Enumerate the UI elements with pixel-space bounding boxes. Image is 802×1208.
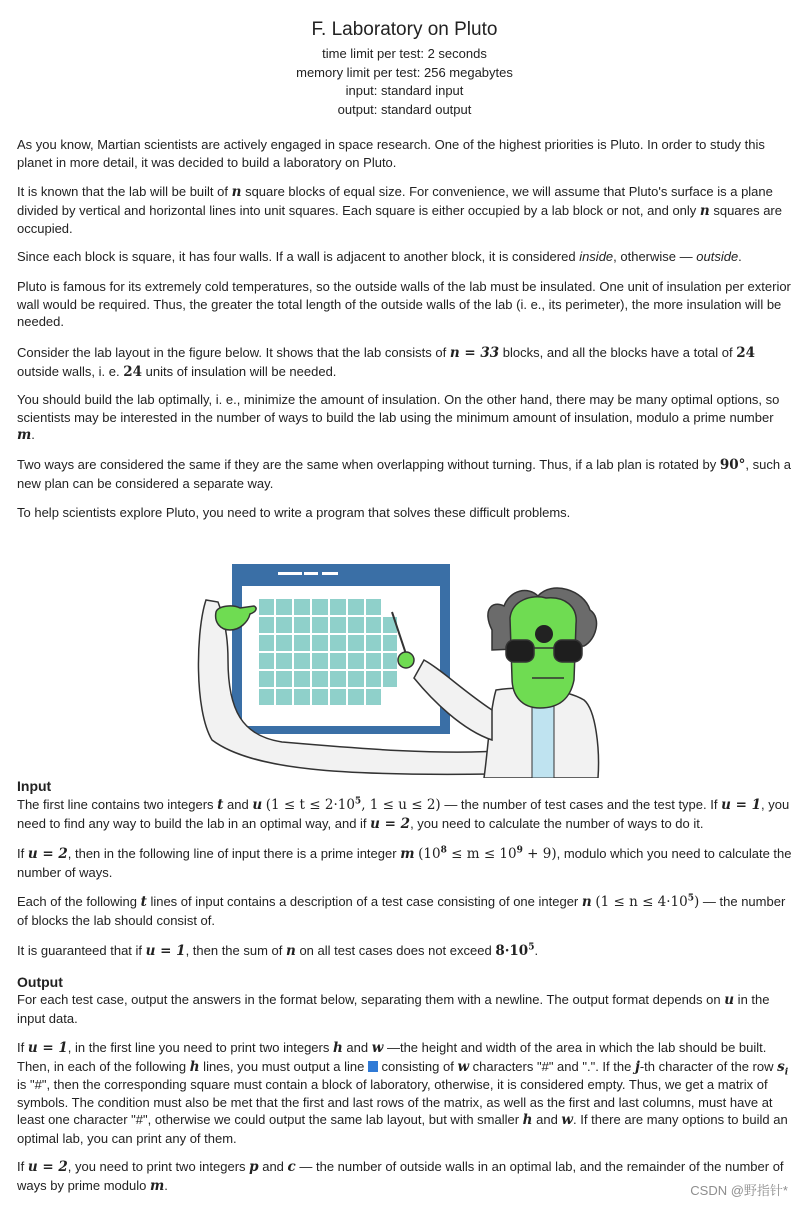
input-paragraph-4: It is guaranteed that if u = 1, then the sum of n on all test cases does not exceed $8\cdot 10^5$. <box>17 942 539 959</box>
problem-title: F. Laboratory on Pluto <box>311 19 498 40</box>
input-heading: Input <box>17 778 52 794</box>
shirt <box>532 700 554 778</box>
input-spec: input: standard input <box>345 83 464 99</box>
statement-paragraph-1: As you know, Martian scientists are actively engaged in space research. One of the highest priorities is Pluto. In order to study this planet in more detail, it was decided to build a laboratory on Pluto. <box>17 137 765 170</box>
problem-limits <box>17 45 792 120</box>
output-paragraph-3: If u = 2, you need to print two integers p and c — the number of outside walls in an optimal lab, and the remainder of the number of ways by prime modulo m. <box>17 1159 784 1194</box>
input-paragraph-3: Each of the following t lines of input contains a description of a test case consisting of one integer n $(1 \le n \le 4\cdot 10^5)$ — the number of blocks the lab should consist of. <box>17 893 786 928</box>
statement-paragraph-5: Consider the lab layout in the figure below. It shows that the lab consists of n = 33 blocks, and all the blocks have a total of 24 outside walls, i. e. 24 units of insulation will be needed. <box>17 345 756 380</box>
statement-paragraph-3: Since each block is square, it has four walls. If a wall is adjacent to another block, it is considered inside, otherwise — outside. <box>17 249 742 264</box>
input-paragraph-2: If u = 2, then in the following line of input there is a prime integer m $(10^8 \le m \le 10^9 + 9)$, modulo which you need to calculate the number of ways. <box>17 845 792 880</box>
statement-paragraph-2: It is known that the lab will be built of n square blocks of equal size. For convenience, we will assume that Pluto's surface is a plane divided by vertical and horizontal lines into unit squares. Each square is either occupied by a lab block or not, and only n squares are occupied. <box>17 184 782 237</box>
output-spec: output: standard output <box>337 102 472 118</box>
input-paragraph-1: The first line contains two integers t and u ($1 \le t \le 2\cdot 10^5$, 1 ≤ u ≤ 2) — the number of test cases and the test type. If u = 1, you need to find any way to build the lab in an optimal way, and if u = 2, you need to calculate the number of ways to do it. <box>17 796 790 832</box>
time-limit: time limit per test: 2 seconds <box>322 46 487 61</box>
watermark: CSDN @野指针* <box>690 1183 788 1198</box>
statement-paragraph-4: Pluto is famous for its extremely cold temperatures, so the outside walls of the lab must be insulated. One unit of insulation per exterior wall would be required. Thus, the greater the total length of the outside walls of the lab (i. e., its perimeter), the more insulation will be needed. <box>17 279 791 330</box>
third-eye <box>535 625 553 643</box>
statement-paragraph-7: Two ways are considered the same if they are the same when overlapping without turning. Thus, if a lab plan is rotated by 90°, such a new plan can be considered a separate way. <box>17 457 791 491</box>
statement-paragraph-6: You should build the lab optimally, i. e., minimize the amount of insulation. On the other hand, there may be many optimal options, so scientists may be interested in the number of ways to build the lab using the minimum amount of insulation, modulo a prime number m. <box>17 392 780 444</box>
output-paragraph-2: If u = 1, in the first line you need to print two integers h and w —the height and width of the area in which the lab should be built. Then, in each of the following h lines, you must output a line consisting of w characters "#" and ".". If the j-th character of the row $s_i$ is "#", then the corresponding square must contain a block of laboratory, otherwise, it is considered empty. Thus, we get a matrix of symbols. The condition must also be met that the first and last rows of the matrix, as well as the first and last columns, must have at least one character "#", otherwise we could output the same lab layout, but with smaller h and w. If there are many options to build an optimal lab, you can print any of them. <box>17 1040 789 1146</box>
right-hand <box>398 652 414 668</box>
output-paragraph-1: For each test case, output the answers in the format below, separating them with a newline. The output format depends on u in the input data. <box>17 992 770 1026</box>
statement-paragraph-8: To help scientists explore Pluto, you need to write a program that solves these difficult problems. <box>17 505 571 520</box>
scientist-illustration <box>192 560 602 778</box>
memory-limit: memory limit per test: 256 megabytes <box>296 64 513 80</box>
output-heading: Output <box>17 974 63 990</box>
selection-highlight <box>368 1061 378 1072</box>
